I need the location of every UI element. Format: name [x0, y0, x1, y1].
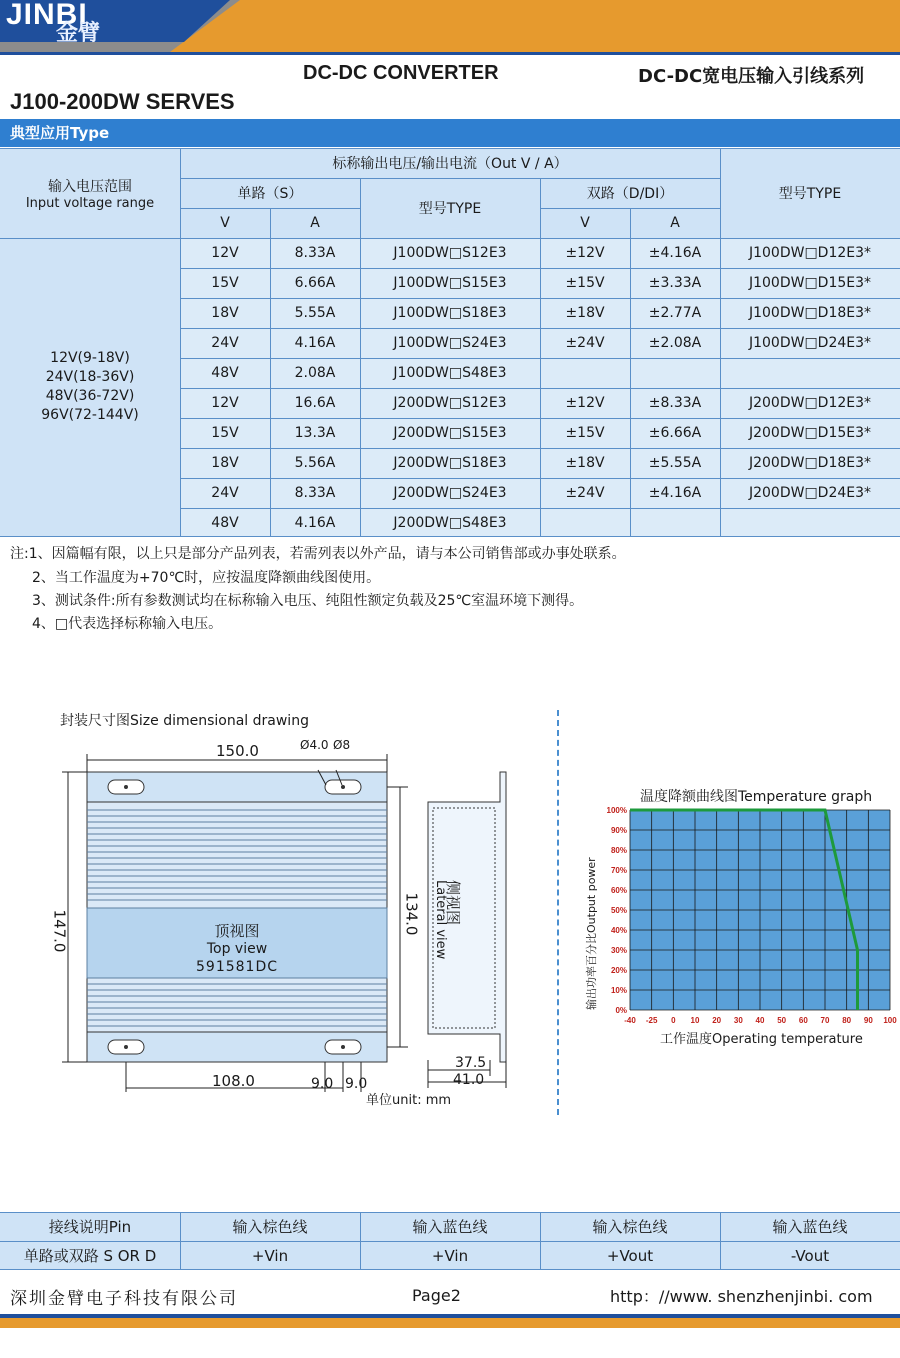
- table-cell-dv: ±12V: [565, 245, 605, 261]
- dim-width: 150.0: [216, 742, 259, 760]
- table-title-bar: [0, 119, 900, 147]
- single-header: 单路（S）: [237, 186, 303, 202]
- dim-bottom-span: 108.0: [212, 1072, 255, 1090]
- table-cell-a: 8.33A: [294, 245, 336, 261]
- model-dual-header: 型号TYPE: [778, 186, 842, 202]
- dim-side-b: 41.0: [453, 1072, 485, 1088]
- header-divider: [0, 52, 900, 55]
- x-tick-label: 40: [755, 1016, 765, 1025]
- table-cell-a: 2.08A: [294, 365, 336, 381]
- table-cell-model_s: J100DW□S48E3: [393, 365, 507, 381]
- table-cell-v: 12V: [211, 395, 239, 411]
- table-cell-da: ±5.55A: [648, 455, 702, 471]
- table-cell-a: 4.16A: [294, 335, 336, 351]
- drawing-title: 封装尺寸图Size dimensional drawing: [60, 713, 309, 729]
- table-cell-model_d: J200DW□D12E3*: [748, 395, 872, 411]
- col-a-header: A: [310, 215, 320, 231]
- x-tick-label: 50: [777, 1016, 787, 1025]
- col-dv-header: V: [580, 215, 590, 231]
- table-cell-v: 24V: [211, 335, 239, 351]
- input-range-cell: 12V(9-18V) 24V(18-36V) 48V(36-72V) 96V(72-144V): [41, 350, 139, 423]
- table-cell-model_d: J100DW□D24E3*: [748, 335, 872, 351]
- table-cell-dv: ±18V: [565, 455, 605, 471]
- col-da-header: A: [670, 215, 680, 231]
- col-v-header: V: [220, 215, 230, 231]
- pin-header-cell: 输入蓝色线: [412, 1218, 488, 1236]
- pin-header-cell: 输入棕色线: [232, 1218, 308, 1236]
- table-cell-model_d: J200DW□D18E3*: [748, 455, 872, 471]
- x-tick-label: 80: [842, 1016, 852, 1025]
- dim-inner-height: 134.0: [402, 892, 421, 936]
- table-cell-da: ±3.33A: [648, 275, 702, 291]
- y-tick-label: 70%: [610, 866, 627, 875]
- table-cell-v: 24V: [211, 485, 239, 501]
- brand-logo: JINBI: [6, 0, 88, 31]
- nominal-output-header: 标称输出电压/输出电流（Out V / A）: [332, 156, 568, 172]
- table-cell-da: ±4.16A: [648, 485, 702, 501]
- temp-graph-ylabel: 输出功率百分比Output power: [585, 857, 598, 1010]
- dim-slot-a: 9.0: [311, 1076, 334, 1092]
- pin-row-cell: +Vin: [251, 1246, 289, 1265]
- x-tick-label: 20: [712, 1016, 722, 1025]
- note-1: 注:1、因篇幅有限，以上只是部分产品列表，若需列表以外产品，请与本公司销售部或办事处联系。: [10, 546, 626, 562]
- dim-hole-small: Ø4.0: [300, 738, 329, 752]
- table-cell-da: ±4.16A: [648, 245, 702, 261]
- y-tick-label: 50%: [610, 906, 627, 915]
- x-tick-label: 0: [671, 1016, 676, 1025]
- table-cell-model_s: J200DW□S48E3: [393, 515, 507, 531]
- x-tick-label: 100: [883, 1016, 897, 1025]
- table-cell-model_s: J200DW□S15E3: [393, 425, 507, 441]
- dim-side-a: 37.5: [455, 1055, 487, 1071]
- table-cell-model_d: [720, 508, 900, 538]
- table-cell-a: 16.6A: [294, 395, 336, 411]
- table-cell-a: 13.3A: [294, 425, 336, 441]
- y-tick-label: 20%: [610, 966, 627, 975]
- dim-hole-big: Ø8: [333, 738, 351, 752]
- y-tick-label: 100%: [606, 806, 627, 815]
- pin-row-cell: 单路或双路 S OR D: [23, 1247, 157, 1265]
- table-cell-model_s: J100DW□S15E3: [393, 275, 507, 291]
- table-cell-da: ±8.33A: [648, 395, 702, 411]
- x-tick-label: 60: [798, 1016, 808, 1025]
- table-cell-model_d: J200DW□D24E3*: [748, 485, 872, 501]
- x-tick-label: -25: [645, 1016, 658, 1025]
- y-tick-label: 60%: [610, 886, 627, 895]
- product-title-cn: DC-DC宽电压输入引线系列: [638, 66, 865, 87]
- table-cell-da: ±2.77A: [648, 305, 702, 321]
- y-tick-label: 0%: [615, 1006, 627, 1015]
- y-tick-label: 40%: [610, 926, 627, 935]
- table-cell-v: 18V: [211, 455, 239, 471]
- table-cell-a: 6.66A: [294, 275, 336, 291]
- table-cell-model_d: J100DW□D18E3*: [748, 305, 872, 321]
- brand-logo-cn: 金臂: [56, 21, 101, 46]
- y-tick-label: 90%: [610, 826, 627, 835]
- x-tick-label: 30: [733, 1016, 743, 1025]
- table-cell-dv: [540, 358, 630, 388]
- table-cell-v: 48V: [211, 515, 239, 531]
- pin-row-cell: +Vin: [431, 1246, 469, 1265]
- temp-graph-ylabel-wrap: [583, 810, 599, 1010]
- table-cell-model_s: J200DW□S18E3: [393, 455, 507, 471]
- table-cell-model_d: J200DW□D15E3*: [748, 425, 872, 441]
- x-tick-label: 90: [863, 1016, 873, 1025]
- website-url[interactable]: http：//www. shenzhenjinbi. com: [610, 1287, 873, 1306]
- table-cell-da: ±6.66A: [648, 425, 702, 441]
- table-cell-a: 5.56A: [294, 455, 336, 471]
- x-tick-label: -40: [624, 1016, 636, 1025]
- table-cell-dv: ±15V: [565, 275, 605, 291]
- table-cell-v: 15V: [211, 275, 239, 291]
- table-cell-v: 15V: [211, 425, 239, 441]
- pin-header-cell: 输入蓝色线: [772, 1218, 848, 1236]
- temp-graph-title: 温度降额曲线图Temperature graph: [640, 789, 873, 805]
- dim-height: 147.0: [50, 909, 69, 953]
- x-tick-label: 70: [820, 1016, 830, 1025]
- company-name: 深圳金臂电子科技有限公司: [10, 1289, 238, 1309]
- series-title: J100-200DW SERVES: [10, 89, 235, 114]
- table-cell-model_s: J100DW□S24E3: [393, 335, 507, 351]
- input-range-header: 输入电压范围 Input voltage range: [25, 178, 155, 211]
- table-cell-a: 4.16A: [294, 515, 336, 531]
- y-tick-label: 80%: [610, 846, 627, 855]
- table-cell-dv: ±24V: [565, 485, 605, 501]
- table-cell-da: ±2.08A: [648, 335, 702, 351]
- pin-header-cell: 接线说明Pin: [48, 1218, 132, 1236]
- y-tick-label: 10%: [610, 986, 627, 995]
- table-cell-model_s: J200DW□S12E3: [393, 395, 507, 411]
- table-cell-model_s: J100DW□S12E3: [393, 245, 507, 261]
- footer-line-orange: [0, 1318, 900, 1328]
- x-tick-label: 10: [690, 1016, 700, 1025]
- model-single-header: 型号TYPE: [418, 201, 482, 217]
- table-cell-a: 8.33A: [294, 485, 336, 501]
- top-view-label: 顶视图 Top view 591581DC: [196, 922, 278, 975]
- y-tick-label: 30%: [610, 946, 627, 955]
- page-number: Page2: [412, 1286, 461, 1305]
- header-orange-band: [170, 0, 900, 52]
- table-title: 典型应用Type: [10, 124, 110, 142]
- table-cell-v: 48V: [211, 365, 239, 381]
- unit-note: 单位unit: mm: [366, 1093, 452, 1108]
- pin-row-cell: -Vout: [790, 1246, 830, 1265]
- temp-graph-xlabel: 工作温度Operating temperature: [660, 1032, 863, 1047]
- pin-header-cell: 输入棕色线: [592, 1218, 668, 1236]
- table-cell-dv: ±15V: [565, 425, 605, 441]
- table-cell-da: [630, 508, 720, 538]
- table-cell-model_d: J100DW□D15E3*: [748, 275, 872, 291]
- table-cell-model_d: [720, 358, 900, 388]
- note-3: 3、测试条件:所有参数测试均在标称输入电压、纯阻性额定负载及25℃室温环境下测得。: [32, 593, 584, 609]
- table-cell-v: 18V: [211, 305, 239, 321]
- table-cell-dv: ±24V: [565, 335, 605, 351]
- table-cell-a: 5.55A: [294, 305, 336, 321]
- table-cell-v: 12V: [211, 245, 239, 261]
- table-cell-model_d: J100DW□D12E3*: [748, 245, 872, 261]
- table-cell-dv: [540, 508, 630, 538]
- table-cell-model_s: J100DW□S18E3: [393, 305, 507, 321]
- pin-row-cell: +Vout: [606, 1246, 654, 1265]
- section-divider: [557, 710, 559, 1115]
- lateral-view-label: 侧视图 Lateral view: [433, 880, 462, 960]
- note-2: 2、当工作温度为+70℃时，应按温度降额曲线图使用。: [32, 570, 381, 586]
- product-title-en: DC-DC CONVERTER: [303, 62, 499, 84]
- table-cell-dv: ±12V: [565, 395, 605, 411]
- note-4: 4、□代表选择标称输入电压。: [32, 616, 223, 632]
- dim-slot-b: 9.0: [345, 1076, 368, 1092]
- table-cell-da: [630, 358, 720, 388]
- table-cell-dv: ±18V: [565, 305, 605, 321]
- table-cell-model_s: J200DW□S24E3: [393, 485, 507, 501]
- dual-header: 双路（D/DI）: [586, 186, 674, 202]
- temperature-chart: [600, 800, 900, 1030]
